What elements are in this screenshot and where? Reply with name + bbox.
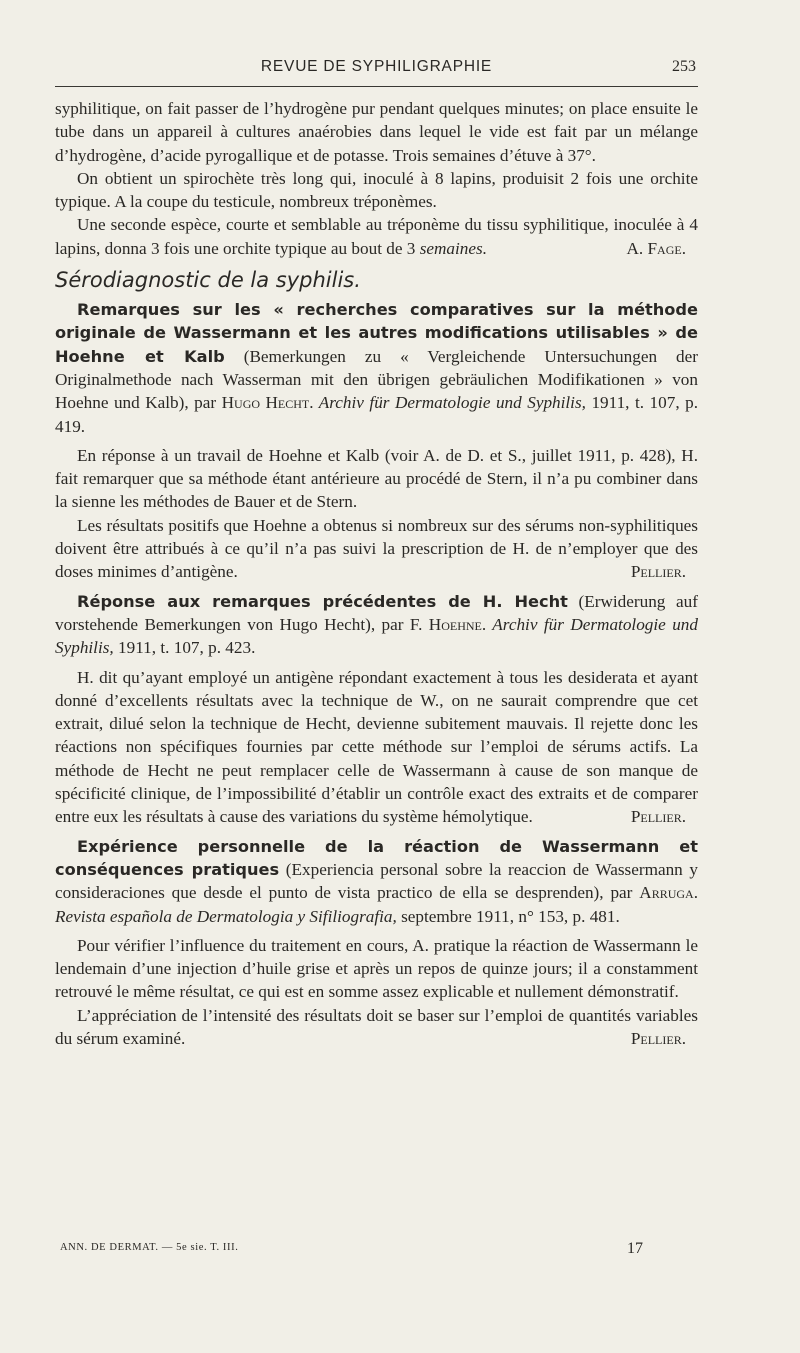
- entry3-citation: septembre 1911, n° 153, p. 481.: [396, 906, 620, 926]
- entry3-title: Expérience personnelle de la réaction de Wassermann et conséquences pratiques: [55, 836, 698, 879]
- entry2-title: Réponse aux remarques précédentes de H. Hecht: [77, 591, 568, 611]
- entry1-journal: Archiv für Dermatologie und Syphilis,: [313, 393, 586, 413]
- entry3-journal: Revista española de Dermatologia y Sifiliografia,: [55, 906, 397, 926]
- footer-journal-ref: ANN. DE DERMAT. — 5e sie. T. III.: [60, 1242, 239, 1253]
- header-rule: [55, 86, 698, 87]
- entry3-reference: [55, 835, 698, 928]
- footer-signature-number: 17: [627, 1240, 643, 1257]
- entry1-paragraph-2: [55, 514, 698, 584]
- entry2-paragraph-1: [55, 666, 698, 829]
- entry3-ref-text: (Experiencia personal sobre la reaccion de Wassermann y consideraciones que desde el punto de vista practico de ella se desprenden), par: [55, 859, 699, 903]
- section-heading: Sérodiagnostic de la syphilis.: [55, 268, 361, 293]
- intro-paragraph-2: On obtient un spirochète très long qui, inoculé à 8 lapins, produisit 2 fois une orchite typique. A la coupe du testicule, nombreux tréponèmes.: [55, 168, 698, 212]
- intro-paragraph-3-italic: semaines.: [419, 238, 487, 258]
- entry3-paragraph-2: [55, 1004, 698, 1051]
- entry1-reference: [55, 298, 698, 438]
- entry1-paragraph-1: En réponse à un travail de Hoehne et Kalb (voir A. de D. et S., juillet 1911, p. 428), H. fait remarquer que sa méthode étant antérieure au procédé de Stern, il n’a pu combiner dans la sienne les méthodes de Bauer et de Stern.: [55, 445, 698, 512]
- entry1-citation: 1911, t. 107, p. 419.: [55, 393, 699, 436]
- entry2-author: Hoehne.: [428, 614, 487, 634]
- entry1-title: Remarques sur les « recherches comparatives sur la méthode originale de Wassermann et les autres modifications utilisables » de Hoehne et Kalb: [55, 300, 698, 366]
- intro-paragraph-3: [55, 213, 698, 260]
- entry2-journal: Archiv für Dermatologie und Syphilis,: [55, 614, 698, 658]
- entry3-author: Arruga.: [639, 883, 698, 903]
- entry2-paragraph-1-text: H. dit qu’ayant employé un antigène répondant exactement à tous les desiderata et ayant donné d’excellents résultats avec la technique de W., on ne saurait comprendre que cet extrait, dilué selon la technique de Hecht, devienne subitement mauvais. Il rejette donc les réactions non spécifiques fournies par cette méthode sur l’emploi de sérums actifs. La méthode de Hecht ne peut remplacer celle de Wassermann à cause de son manque de spécificité clinique, de l’impossibilité d’établir un contrôle exact des extraits et de comparer entre eux les résultats à cause des variations du système hémolytique.: [55, 667, 698, 827]
- entry2-ref-text: (Erwiderung auf vorstehende Bemerkungen von Hugo Hecht), par F.: [55, 591, 698, 634]
- entry1-author: Hugo Hecht.: [221, 393, 314, 413]
- entry3-paragraph-2-text: L’appréciation de l’intensité des résultats doit se baser sur l’emploi de quantités variables du sérum examiné.: [55, 1005, 698, 1048]
- page: [55, 52, 698, 1050]
- entry3-paragraph-1: Pour vérifier l’influence du traitement en cours, A. pratique la réaction de Wassermann le lendemain d’une injection d’huile grise et après un repos de quinze jours; il a constamment retrouvé le même résultat, ce qui est en somme assez explicable et nullement démonstratif.: [55, 935, 698, 1002]
- intro-paragraph-1: syphilitique, on fait passer de l’hydrogène pur pendant quelques minutes; on place ensuite le tube dans un appareil à cultures anaérobies dans lequel le vide est fait par un mélange d’hydrogène, d’acide pyrogallique et de potasse. Trois semaines d’étuve à 37°.: [55, 99, 698, 165]
- signature-pellier-3: Pellier.: [630, 1028, 686, 1048]
- entry1-paragraph-2-text: Les résultats positifs que Hoehne a obtenus si nombreux sur des sérums non-syphilitiques doivent être attribués à ce qu’il n’a pas suivi la prescription de H. de n’employer que des doses minimes d’antigène.: [55, 515, 698, 582]
- running-title: REVUE DE SYPHILIGRAPHIE: [260, 58, 493, 75]
- entry1-ref-text: (Bemerkungen zu « Vergleichende Untersuchungen der Originalmethode nach Wasserman mit den übrigen gebräulichen Modifikationen » von Hoehne und Kalb), par: [55, 346, 699, 413]
- signature-pellier-1: Pellier.: [630, 562, 686, 582]
- page-number: 253: [672, 58, 696, 75]
- entry2-reference: [55, 590, 698, 660]
- signature-pellier-2: Pellier.: [630, 807, 686, 827]
- intro-paragraph-3-text: Une seconde espèce, courte et semblable au tréponème du tissu syphilitique, inoculée à 4 lapins, donna 3 fois une orchite typique au bout de 3: [55, 215, 698, 258]
- entry2-citation: 1911, t. 107, p. 423.: [113, 638, 256, 658]
- signature-fage: A. Fage.: [626, 238, 686, 258]
- running-head: [55, 52, 698, 80]
- article-body: [55, 97, 698, 1050]
